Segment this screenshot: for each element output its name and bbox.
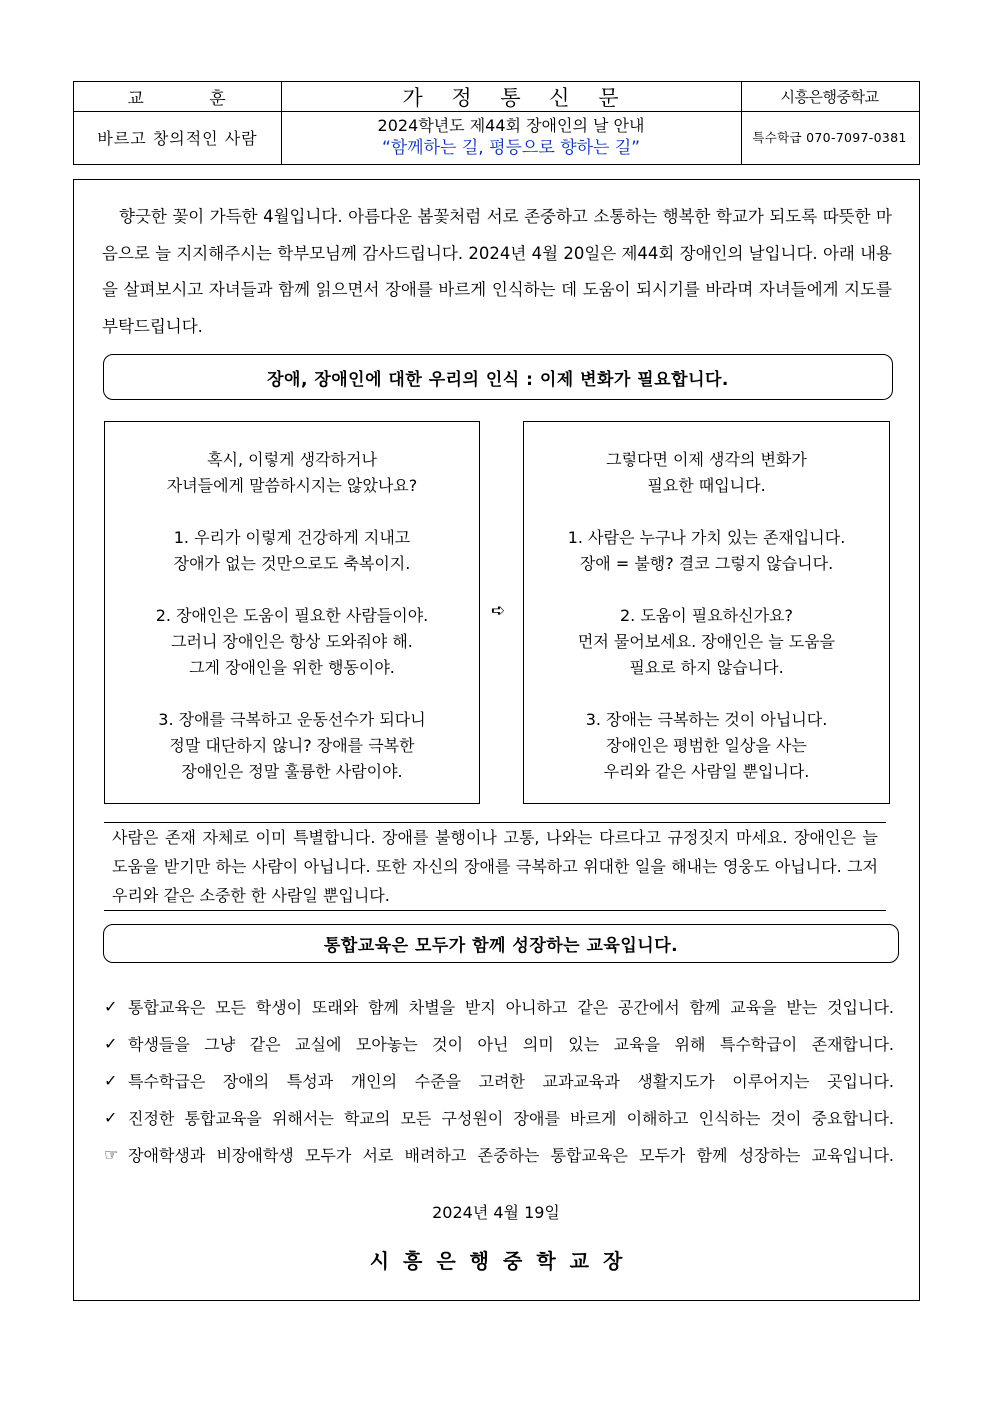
new-perspective-item: 3. 장애는 극복하는 것이 아닙니다. 장애인은 평범한 일상을 사는 우리와 같은 사람일 뿐입니다. <box>585 710 828 781</box>
principal-signature: 시흥은행중학교장 <box>369 1249 637 1273</box>
list-item-text: 통합교육은 모든 학생이 또래와 함께 차별을 받지 아니하고 같은 공간에서 함께 교육을 받는 것입니다. <box>128 998 894 1017</box>
misconceptions-box <box>104 421 480 804</box>
misconception-item: 3. 장애를 극복하고 운동선수가 되다니 정말 대단하지 않니? 장애를 극복한 장애인은 정말 훌륭한 사람이야. <box>158 710 426 781</box>
right-arrow-icon: ➪ <box>491 601 506 621</box>
check-icon: ✓ <box>104 1034 118 1053</box>
inclusive-education-list <box>104 988 894 1173</box>
list-item <box>104 1025 894 1062</box>
motto-heading: 교 훈 <box>127 89 256 109</box>
intro-paragraph: 향긋한 꽃이 가득한 4월입니다. 아름다운 봄꽃처럼 서로 존중하고 소통하는 행복한 학교가 되도록 따뜻한 마음으로 늘 지지해주시는 학부모님께 감사드립니다. 2024년 4월 20일은 제44회 장애인의 날입니다. 아래 내용을 살펴보시고 자녀들과 함께 읽으면서 장애를 바르게 인식하는 데 도움이 되시기를 바라며 자녀들에게 지도를 부탁드립니다. <box>102 207 892 336</box>
pointing-hand-icon: ☞ <box>104 1145 119 1164</box>
check-icon: ✓ <box>104 1071 118 1090</box>
new-perspective-item: 2. 도움이 필요하신가요? 먼저 물어보세요. 장애인은 늘 도움을 필요로 하지 않습니다. <box>577 606 836 677</box>
newsletter-header <box>73 81 920 165</box>
new-perspective-item: 1. 사람은 누구나 가치 있는 존재입니다. 장애 = 불행? 결코 그렇지 않습니다. <box>567 528 846 573</box>
list-item-text: 진정한 통합교육을 위해서는 학교의 모든 구성원이 장애를 바르게 이해하고 인식하는 것이 중요합니다. <box>128 1109 894 1128</box>
list-item-text: 학생들을 그냥 같은 교실에 모아놓는 것이 아닌 의미 있는 교육을 위해 특수학급이 존재합니다. <box>128 1035 894 1054</box>
list-item <box>104 988 894 1025</box>
list-item <box>104 1062 894 1099</box>
newsletter-title: 가 정 통 신 문 <box>402 85 630 110</box>
new-perspective-intro: 그렇다면 이제 생각의 변화가 필요한 때입니다. <box>606 450 807 495</box>
subject <box>281 111 741 163</box>
misconception-item: 1. 우리가 이렇게 건강하게 지내고 장애가 없는 것만으로도 축복이지. <box>173 528 411 573</box>
subject-title: 2024학년도 제44회 장애인의 날 안내 <box>377 116 645 135</box>
new-perspective-box <box>523 421 890 804</box>
list-item-text: 장애학생과 비장애학생 모두가 서로 배려하고 존중하는 통합교육은 모두가 함께 성장하는 교육입니다. <box>128 1146 894 1165</box>
check-icon: ✓ <box>104 997 118 1016</box>
summary-note: 사람은 존재 자체로 이미 특별합니다. 장애를 불행이나 고통, 나와는 다르다고 규정짓지 마세요. 장애인은 늘 도움을 받기만 하는 사람이 아닙니다. 또한 자신의 장애를 극복하고 위대한 일을 해내는 영웅도 아닙니다. 그저 우리와 같은 소중한 한 사람일 뿐입니다. <box>104 822 886 911</box>
subject-slogan: “함께하는 길, 평등으로 향하는 길” <box>381 138 641 158</box>
contact-info: 특수학급 070-7097-0381 <box>752 130 907 145</box>
list-item <box>104 1099 894 1136</box>
misconceptions-intro: 혹시, 이렇게 생각하거나 자녀들에게 말씀하시지는 않았나요? <box>166 450 418 495</box>
list-item-text: 특수학급은 장애의 특성과 개인의 수준을 고려한 교과교육과 생활지도가 이루어지는 곳입니다. <box>128 1072 894 1091</box>
school-motto: 바르고 창의적인 사람 <box>97 128 258 148</box>
list-item <box>104 1136 894 1173</box>
section-title-inclusive-education: 통합교육은 모두가 함께 성장하는 교육입니다. <box>103 924 899 963</box>
section-title-awareness: 장애, 장애인에 대한 우리의 인식 : 이제 변화가 필요합니다. <box>103 354 893 400</box>
misconception-item: 2. 장애인은 도움이 필요한 사람들이야. 그러니 장애인은 항상 도와줘야 해. 그게 장애인을 위한 행동이야. <box>155 606 429 677</box>
check-icon: ✓ <box>104 1108 118 1127</box>
issue-date: 2024년 4월 19일 <box>432 1203 560 1222</box>
school-name: 시흥은행중학교 <box>780 88 879 106</box>
